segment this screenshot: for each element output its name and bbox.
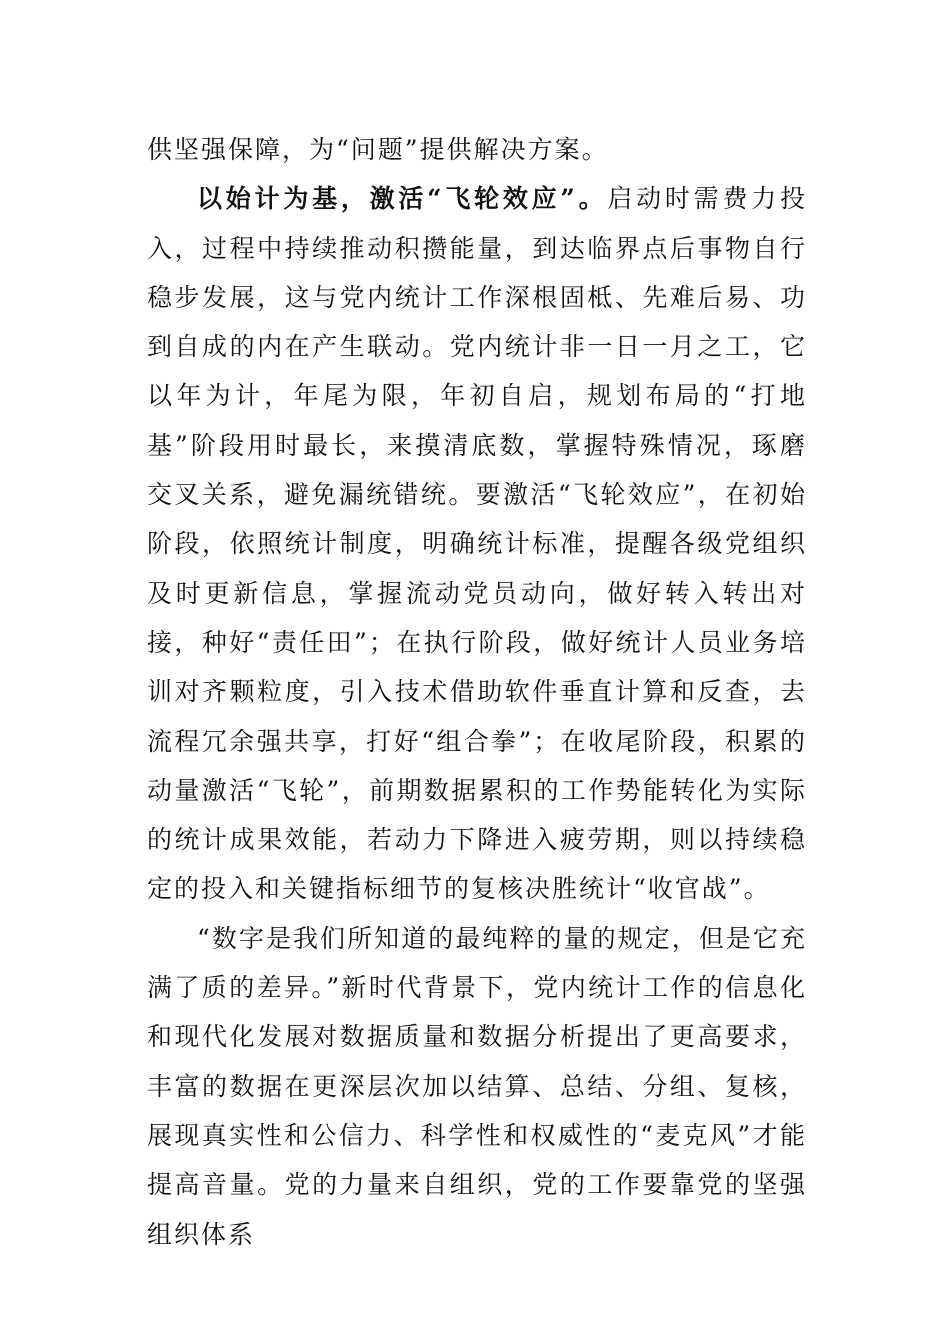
paragraph-text: 供坚强保障，为“问题”提供解决方案。: [147, 135, 609, 164]
paragraph-continuation: [147, 125, 807, 174]
paragraph-text: “数字是我们所知道的最纯粹的量的规定，但是它充满了质的差异。”新时代背景下，党内统计工作的信息化和现代化发展对数据质量和数据分析提出了更高要求，丰富的数据在更深层次加以结算、总结、分组、复核，展现真实性和公信力、科学性和权威性的“麦克风”才能提高音量。党的力量来自组织，党的工作要靠党的坚强组织体系: [147, 923, 807, 1249]
document-body: [147, 125, 807, 1259]
paragraph-bold-lead: 以始计为基，激活“飞轮效应”。: [197, 184, 608, 214]
paragraph-text: 启动时需费力投入，过程中持续推动积攒能量，到达临界点后事物自行稳步发展，这与党内统计工作深根固柢、先难后易、功到自成的内在产生联动。党内统计非一日一月之工，它以年为计，年尾为限，年初自启，规划布局的“打地基”阶段用时最长，来摸清底数，掌握特殊情况，琢磨交叉关系，避免漏统错统。要激活“飞轮效应”，在初始阶段，依照统计制度，明确统计标准，提醒各级党组织及时更新信息，掌握流动党员动向，做好转入转出对接，种好“责任田”；在执行阶段，做好统计人员业务培训对齐颗粒度，引入技术借助软件垂直计算和反查，去流程冗余强共享，打好“组合拳”；在收尾阶段，积累的动量激活“飞轮”，前期数据累积的工作势能转化为实际的统计成果效能，若动力下降进入疲劳期，则以持续稳定的投入和关键指标细节的复核决胜统计“收官战”。: [147, 184, 807, 904]
paragraph-flywheel: [147, 174, 807, 913]
paragraph-quote: [147, 914, 807, 1259]
